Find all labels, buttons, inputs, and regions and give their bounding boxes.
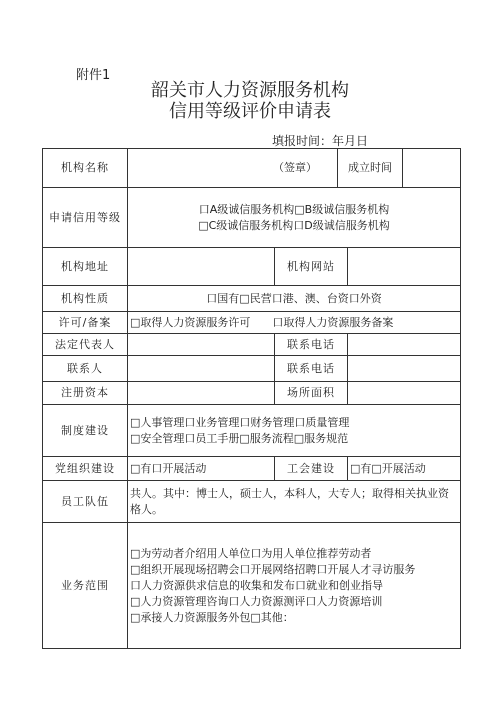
capital-field[interactable]: [128, 382, 275, 405]
union-options[interactable]: □有□开展活动: [348, 457, 461, 481]
license-options[interactable]: □取得人力资源服务许可 口取得人力资源服务备案: [128, 312, 461, 334]
founding-date-cell: [338, 149, 461, 188]
system-line-1[interactable]: □人事管理口业务管理口财务管理口质量管理: [130, 415, 350, 429]
fill-date: 填报时间：年月日: [272, 134, 369, 148]
area-field[interactable]: [348, 382, 461, 405]
system-label: 制度建设: [43, 405, 128, 457]
capital-label: 注册资本: [43, 382, 128, 405]
contact-phone-field[interactable]: [348, 356, 461, 382]
credit-level-line-2[interactable]: □C级诚信服务机构口D级诚信服务机构: [198, 218, 390, 232]
credit-level-label: 申请信用等级: [43, 188, 128, 248]
attachment-label: 附件1: [76, 68, 111, 83]
application-form-table: [42, 148, 461, 649]
credit-level-line-1[interactable]: 口A级诚信服务机构□B级诚信服务机构: [198, 202, 390, 216]
row-nature: [43, 286, 461, 312]
contact-label: 联系人: [43, 356, 128, 382]
seal-text: （签章）: [273, 161, 318, 174]
nature-label: 机构性质: [43, 286, 128, 312]
address-field[interactable]: [128, 248, 275, 286]
org-name-field[interactable]: [128, 149, 338, 188]
scope-options[interactable]: [128, 523, 461, 649]
org-name-label: 机构名称: [43, 149, 128, 188]
staff-text[interactable]: 共人。其中：博士人，硕士人，本科人，大专人；取得相关执业资格人。: [128, 481, 461, 523]
contact-phone-label: 联系电话: [275, 356, 348, 382]
scope-label: 业务范围: [43, 523, 128, 649]
legal-rep-phone-field[interactable]: [348, 334, 461, 356]
address-label: 机构地址: [43, 248, 128, 286]
union-label: 工会建设: [275, 457, 348, 481]
website-label: 机构网站: [275, 248, 348, 286]
staff-label: 员工队伍: [43, 481, 128, 523]
row-scope: [43, 523, 461, 649]
row-org-name: [43, 149, 461, 188]
row-legal-rep: [43, 334, 461, 356]
title-line-1: 韶关市人力资源服务机构: [151, 80, 349, 101]
area-label: 场所面积: [275, 382, 348, 405]
party-label: 党组织建设: [43, 457, 128, 481]
license-label: 许可/备案: [43, 312, 128, 334]
row-system: [43, 405, 461, 457]
row-party: [43, 457, 461, 481]
row-staff: [43, 481, 461, 523]
website-field[interactable]: [348, 248, 461, 286]
contact-field[interactable]: [128, 356, 275, 382]
row-license: [43, 312, 461, 334]
legal-rep-phone-label: 联系电话: [275, 334, 348, 356]
scope-item[interactable]: □承接人力资源服务外包□其他：: [130, 610, 294, 624]
credit-level-options[interactable]: [128, 188, 461, 248]
scope-item[interactable]: □人力资源管理咨询口人力资源测评口人力资源培训: [130, 594, 383, 608]
row-credit-level: [43, 188, 461, 248]
row-address: [43, 248, 461, 286]
nature-options[interactable]: 口国有□民营口港、澳、台资口外资: [128, 286, 461, 312]
legal-rep-label: 法定代表人: [43, 334, 128, 356]
row-capital: [43, 382, 461, 405]
title-line-2: 信用等级评价申请表: [169, 101, 331, 122]
system-options[interactable]: [128, 405, 461, 457]
founding-date-field[interactable]: [403, 149, 460, 187]
founding-date-label: 成立时间: [338, 149, 403, 187]
scope-item[interactable]: 口人力资源供求信息的收集和发布口就业和创业指导: [130, 578, 383, 592]
row-contact: [43, 356, 461, 382]
party-options[interactable]: □有口开展活动: [128, 457, 275, 481]
legal-rep-field[interactable]: [128, 334, 275, 356]
scope-item[interactable]: □组织开展现场招聘会口开展网络招聘口开展人才寻访服务: [130, 562, 416, 576]
scope-item[interactable]: □为劳动者介绍用人单位口为用人单位推荐劳动者: [130, 546, 372, 560]
system-line-2[interactable]: □安全管理口员工手册□服务流程□服务规范: [130, 431, 349, 445]
